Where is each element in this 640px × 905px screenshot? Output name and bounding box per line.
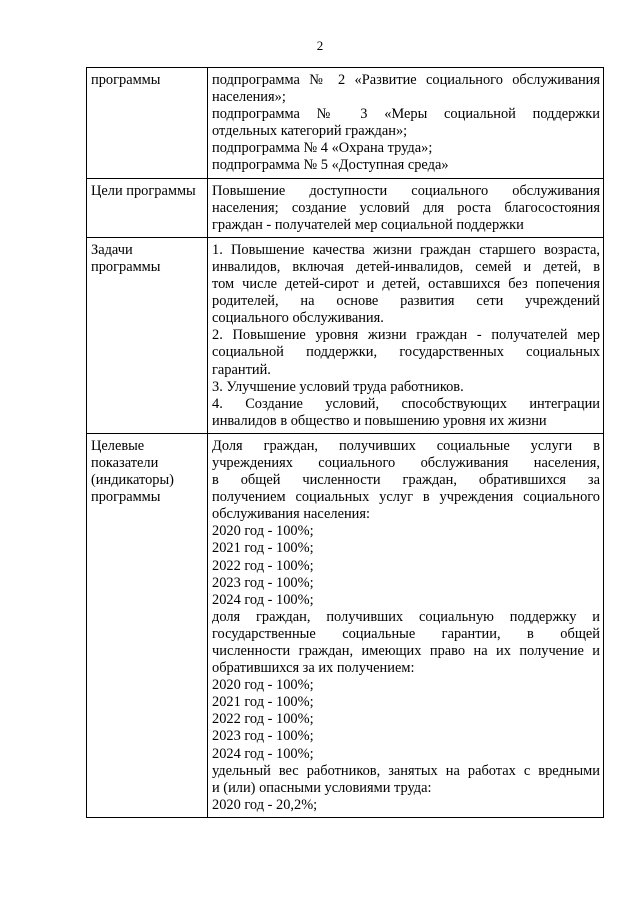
content-line: Повышение доступности социального обслуживания (212, 182, 600, 199)
row-label: Задачи программы (87, 237, 208, 433)
table-row (87, 178, 604, 237)
content-line: том числе детей-сирот и детей, оставшихся без попечения (212, 276, 600, 293)
content-line: и (или) опасными условиями труда: (212, 779, 432, 796)
content-line: 2024 год - 100%; (212, 591, 314, 608)
content-line: социального обслуживания. (212, 310, 384, 327)
content-line: родителей, на основе развития сети учреждений (212, 293, 600, 310)
content-line: 2023 год - 100%; (212, 728, 314, 745)
content-line: 2. Повышение уровня жизни граждан - получателей мер (212, 327, 600, 344)
content-line: 3. Улучшение условий труда работников. (212, 378, 464, 395)
content-line: государственные социальные гарантии, в общей (212, 625, 600, 642)
content-line: 2021 год - 100%; (212, 540, 314, 557)
content-line: подпрограмма № 3 «Меры социальной поддержки (212, 106, 600, 123)
content-line: населения»; (212, 89, 286, 106)
content-line: подпрограмма № 2 «Развитие социального обслуживания (212, 72, 600, 88)
content-line: 2024 год - 100%; (212, 745, 314, 762)
content-line: Доля граждан, получивших социальные услуги в (212, 437, 600, 454)
content-line: обратившихся за их получением: (212, 660, 415, 677)
table-row (87, 237, 604, 433)
content-line: инвалидов в общество и повышению уровня их жизни (212, 412, 547, 429)
content-line: учреждениях социального обслуживания населения, (212, 454, 600, 471)
content-line: подпрограмма № 4 «Охрана труда»; (212, 140, 433, 157)
content-line: инвалидов, включая детей-инвалидов, семей и детей, в (212, 258, 600, 275)
content-line: обслуживания населения: (212, 506, 370, 523)
content-line: доля граждан, получивших социальную поддержку и (212, 608, 600, 625)
row-label: программы (87, 68, 208, 179)
content-line: 2023 год - 100%; (212, 574, 314, 591)
content-line: гарантий. (212, 361, 271, 378)
content-line: 2020 год - 100%; (212, 677, 314, 694)
content-line: в общей численности граждан, обратившихся за (212, 472, 600, 489)
content-line: 2020 год - 100%; (212, 523, 314, 540)
content-line: 4. Создание условий, способствующих интеграции (212, 395, 600, 412)
content-line: подпрограмма № 5 «Доступная среда» (212, 157, 449, 174)
row-content (208, 178, 604, 237)
content-line: населения; создание условий для роста благосостояния (212, 199, 600, 216)
content-line: численности граждан, имеющих право на их получение и (212, 643, 600, 659)
content-line: 2021 год - 100%; (212, 694, 314, 711)
content-line: 2022 год - 100%; (212, 557, 314, 574)
content-line: получением социальных услуг в учреждения социального (212, 489, 600, 506)
content-line: 1. Повышение качества жизни граждан старшего возраста, (212, 241, 600, 258)
content-line: 2022 год - 100%; (212, 711, 314, 728)
page-number: 2 (316, 38, 324, 53)
row-content (208, 433, 604, 817)
table-row (87, 433, 604, 817)
row-label: Целевые показатели (индикаторы) программы (87, 433, 208, 817)
content-line: граждан - получателей мер социальной поддержки (212, 216, 524, 233)
program-passport-table (86, 67, 604, 818)
content-line: 2020 год - 20,2%; (212, 796, 318, 813)
row-label: Цели программы (87, 178, 208, 237)
content-line: отдельных категорий граждан»; (212, 123, 408, 140)
content-line: социальной поддержки, государственных социальных (212, 344, 600, 361)
row-content (208, 237, 604, 433)
content-line: удельный вес работников, занятых на работах с вредными (212, 762, 600, 779)
row-content (208, 68, 604, 179)
table-row (87, 68, 604, 179)
